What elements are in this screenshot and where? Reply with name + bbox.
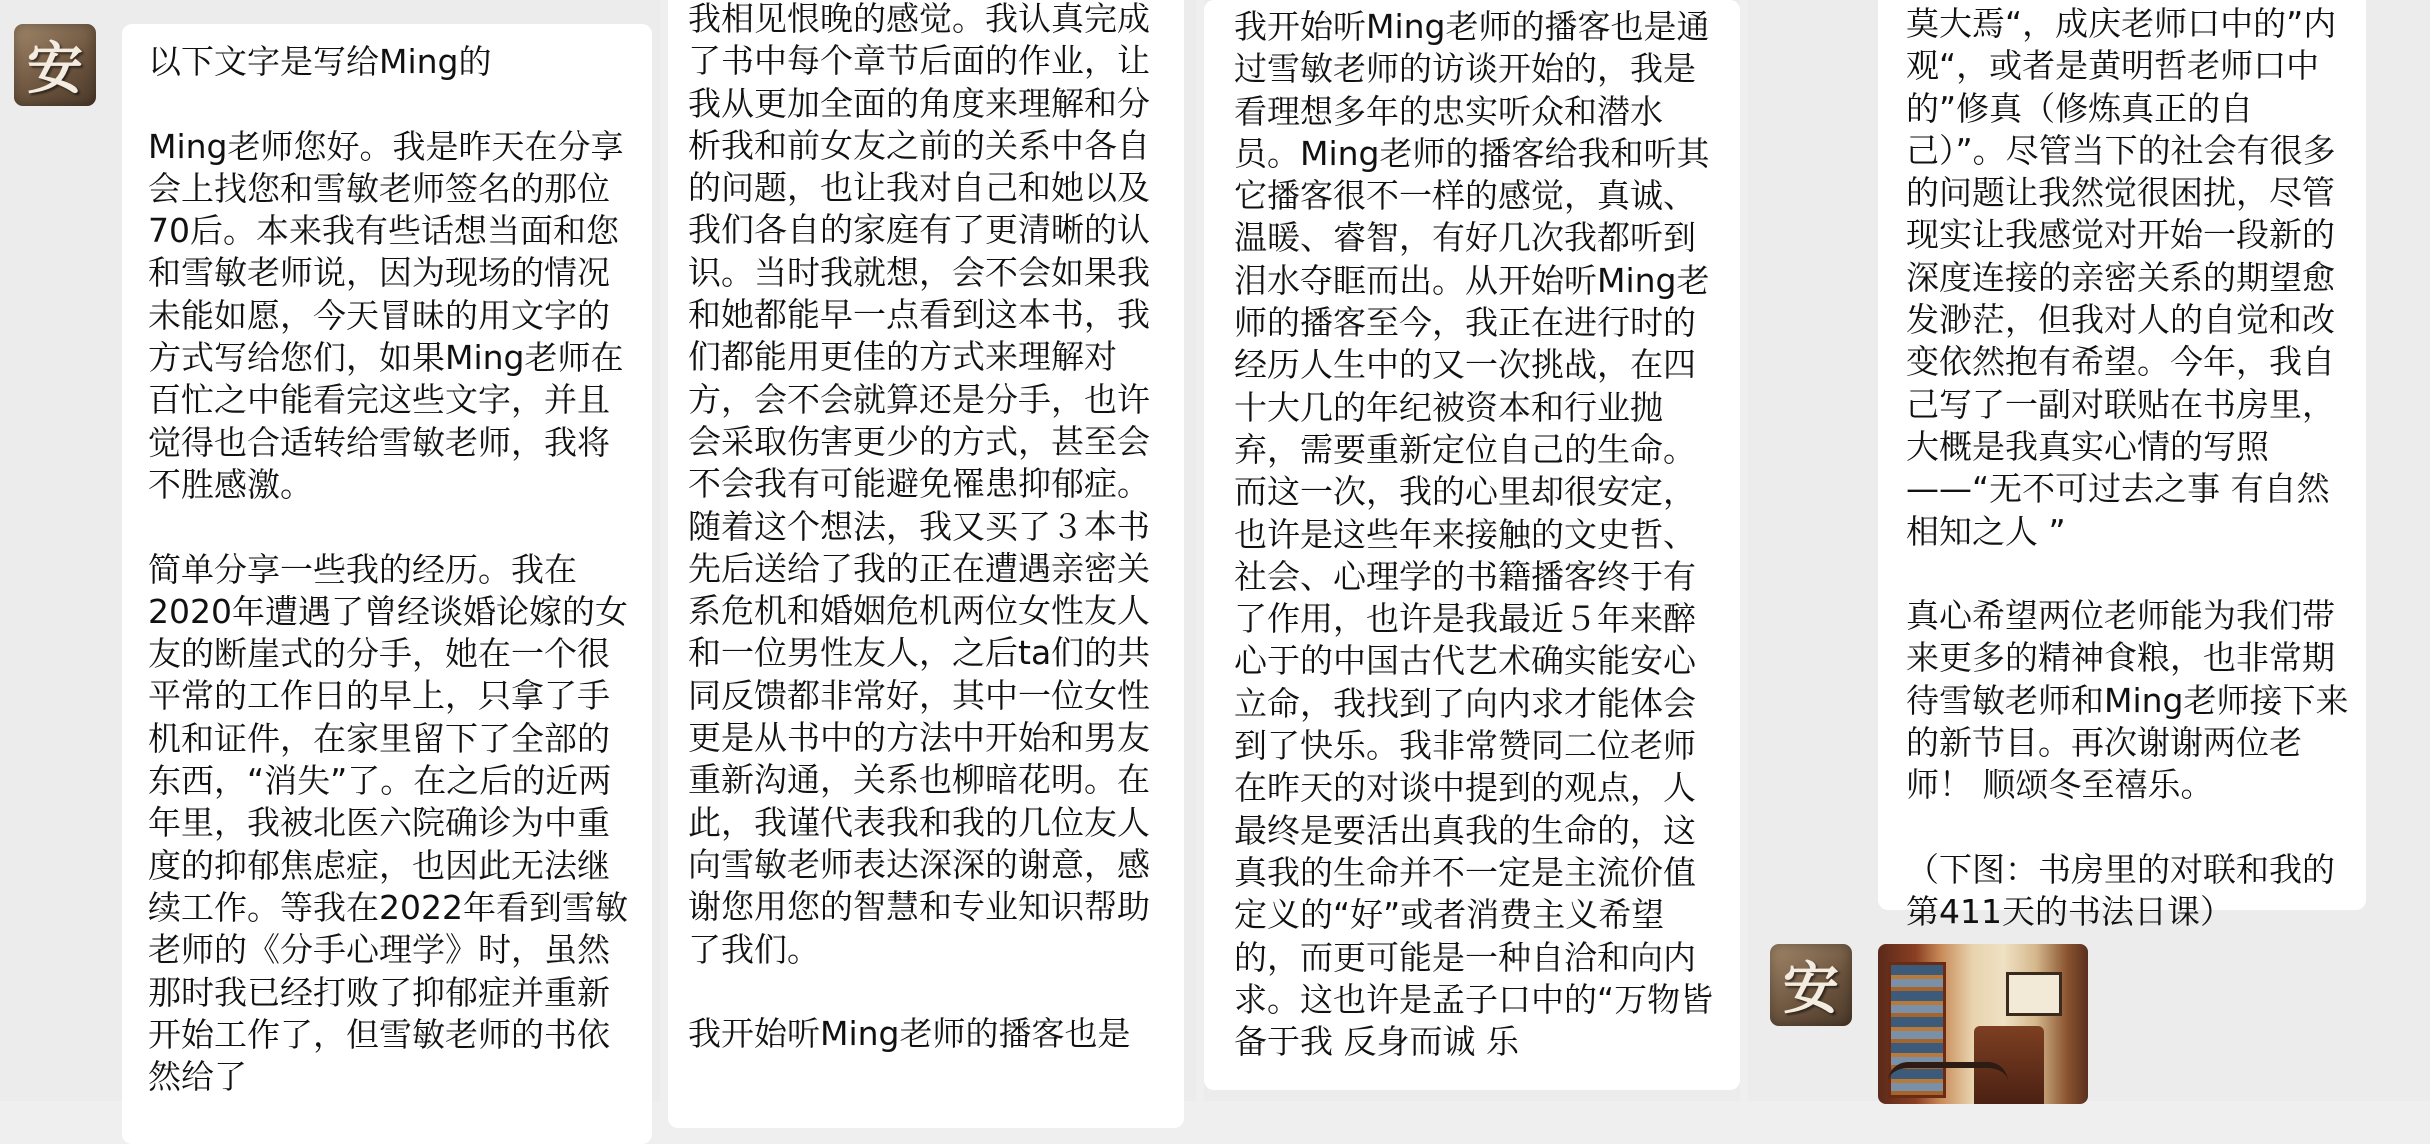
picture-frame-image-part: [2006, 972, 2062, 1016]
message-bubble-3[interactable]: [1204, 0, 1740, 1090]
study-room-photo[interactable]: [1878, 944, 2088, 1104]
message-paragraph: 我开始听Ming老师的播客也是通过雪敏老师的访谈开始的，我是看理想多年的忠实听众和潜水员。Ming老师的播客给我和听其它播客很不一样的感觉，真诚、温暖、睿智，有好几次我都听到泪水夺眶而出。从开始听Ming老师的播客至今，我正在进行时的经历人生中的又一次挑战，在四十大几的年纪被资本和行业抛弃，需要重新定位自己的生命。而这一次，我的心里却很安定，也许是这些年来接触的文史哲、社会、心理学的书籍播客终于有了作用，也许是我最近５年来醉心于的中国古代艺术确实能安心立命，我找到了向内求才能体会到了快乐。我非常赞同二位老师在昨天的对谈中提到的观点，人最终是要活出真我的生命的，这真我的生命并不一定是主流价值定义的“好”或者消费主义希望的，而更可能是一种自洽和向内求。这也许是孟子口中的“万物皆备于我 反身而诚 乐: [1234, 7, 1714, 1062]
chat-panel-1: [0, 0, 660, 1101]
message-paragraph: （下图：书房里的对联和我的第411天的书法日课）: [1906, 849, 2335, 932]
chat-panel-4: [1748, 0, 2430, 1101]
message-paragraph: 真心希望两位老师能为我们带来更多的精神食粮，也非常期待雪敏老师和Ming老师接下来的新节目。再次谢谢两位老师！ 顺颂冬至禧乐。: [1906, 596, 2349, 805]
avatar-character: 安: [1783, 956, 1839, 1022]
user-avatar[interactable]: [1770, 944, 1852, 1026]
message-paragraph: Ming老师您好。我是昨天在分享会上找您和雪敏老师签名的那位70后。本来我有些话想当面和您和雪敏老师说，因为现场的情况未能如愿，今天冒昧的用文字的方式写给您们，如果Ming老师在百忙之中能看完这些文字，并且觉得也合适转给雪敏老师，我将不胜感激。: [148, 126, 624, 504]
avatar-character: 安: [27, 36, 83, 102]
message-paragraph: 简单分享一些我的经历。我在2020年遭遇了曾经谈婚论嫁的女友的断崖式的分手，她在一个很平常的工作日的早上，只拿了手机和证件，在家里留下了全部的东西，“消失”了。在之后的近两年里，我被北医六院确诊为中重度的抑郁焦虑症，也因此无法继续工作。等我在2022年看到雪敏老师的《分手心理学》时，虽然那时我已经打败了抑郁症并重新开始工作了，但雪敏老师的书依然给了: [148, 549, 628, 1097]
message-paragraph: 我相见恨晚的感觉。我认真完成了书中每个章节后面的作业，让我从更加全面的角度来理解和分析我和前女友之前的关系中各自的问题，也让我对自己和她以及我们各自的家庭有了更清晰的认识。当时我就想，会不会如果我和她都能早一点看到这本书，我们都能用更佳的方式来理解对方，会不会就算还是分手，也许会采取伤害更少的方式，甚至会不会我有可能避免罹患抑郁症。随着这个想法，我又买了３本书先后送给了我的正在遭遇亲密关系危机和婚姻危机两位女性友人和一位男性友人，之后ta们的共同反馈都非常好，其中一位女性更是从书中的方法中开始和男友重新沟通，关系也柳暗花明。在此，我谨代表我和我的几位友人向雪敏老师表达深深的谢意，感谢您用您的智慧和专业知识帮助了我们。: [688, 0, 1151, 969]
chat-panel-3: [1204, 0, 1740, 1101]
message-bubble-4[interactable]: [1878, 0, 2366, 932]
user-avatar[interactable]: [14, 24, 96, 106]
message-bubble-2[interactable]: [668, 0, 1184, 1128]
chat-panel-2: [668, 0, 1196, 1101]
message-bubble-1[interactable]: [122, 24, 652, 1144]
message-paragraph: 以下文字是写给Ming的: [148, 42, 492, 81]
message-paragraph: 我开始听Ming老师的播客也是: [688, 1014, 1131, 1054]
chair-image-part: [1888, 1062, 2008, 1082]
message-paragraph: 莫大焉“，成庆老师口中的”内观“，或者是黄明哲老师口中的”修真（修炼真正的自己）”。尽管当下的社会有很多的问题让我然觉很困扰，尽管现实让我感觉对开始一段新的深度连接的亲密关系的期望愈发渺茫，但我对人的自觉和改变依然抱有希望。今年，我自己写了一副对联贴在书房里，大概是我真实心情的写照——“无不可过去之事 有自然相知之人 ”: [1906, 4, 2337, 551]
